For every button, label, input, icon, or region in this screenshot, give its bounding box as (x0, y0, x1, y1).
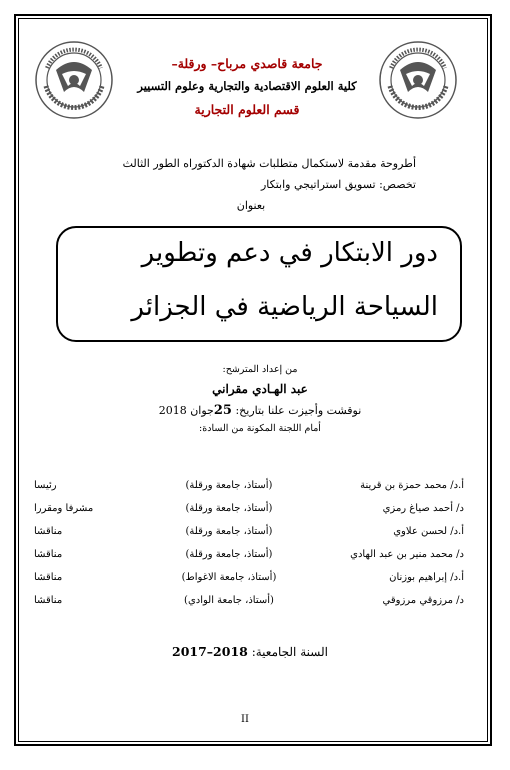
jury-member-name: أ.د/ محمد حمزة بن قرينة (360, 480, 464, 491)
thesis-description: أطروحة مقدمة لاستكمال متطلبات شهادة الدكتوراه الطور الثالث (122, 157, 416, 170)
jury-member-affiliation: (أستاذ، جامعة ورقلة) (185, 526, 273, 537)
university-name: جامعة قاصدي مرباح– ورقلة– (171, 56, 323, 71)
academic-year-value: 2017–2018 (172, 644, 248, 659)
jury-member-role: مشرفا ومقررا (34, 503, 94, 514)
defense-month-year: جوان 2018 (158, 404, 214, 417)
table-row (34, 543, 464, 566)
jury-member-affiliation: (أستاذ، جامعة الاغواط) (181, 572, 277, 583)
department-name: قسم العلوم التجارية (194, 102, 300, 117)
jury-member-name: أ.د/ إبراهيم بوزنان (389, 572, 464, 583)
jury-member-role: مناقشا (34, 595, 63, 606)
jury-table (34, 474, 464, 612)
jury-member-name: د/ محمد منير بن عبد الهادي (350, 549, 464, 560)
jury-member-name: د/ أحمد صياغ رمزي (382, 503, 464, 514)
candidate-name: عبد الهـادي مقراني (212, 382, 308, 396)
table-row (34, 520, 464, 543)
committee-label: أمام اللجنة المكونة من السادة: (199, 423, 321, 434)
academic-year (150, 644, 350, 659)
jury-member-affiliation: (أستاذ، جامعة ورقلة) (185, 503, 273, 514)
table-row (34, 497, 464, 520)
jury-member-affiliation: (أستاذ، جامعة ورقلة) (185, 549, 273, 560)
specialty: تخصص: تسويق استراتيجي وابتكار (260, 178, 416, 191)
thesis-title-line1: دور الابتكار في دعم وتطوير (141, 238, 438, 268)
university-header (120, 52, 374, 121)
defense-day: 25 (213, 403, 232, 418)
jury-member-name: د/ مرزوقي مرزوقي (382, 595, 464, 606)
university-seal-left (34, 40, 114, 120)
page-number: II (241, 714, 249, 725)
jury-member-affiliation: (أستاذ، جامعة الوادي) (184, 595, 274, 606)
faculty-name: كلية العلوم الاقتصادية والتجارية وعلوم التسيير (137, 79, 357, 93)
titled-label: بعنوان (236, 199, 266, 212)
candidate-block (110, 362, 410, 436)
university-seal-right (378, 40, 458, 120)
jury-member-role: مناقشا (34, 549, 63, 560)
table-row (34, 566, 464, 589)
thesis-intro (86, 153, 416, 216)
thesis-title-line2: السياحة الرياضية في الجزائر (131, 292, 438, 322)
jury-member-affiliation: (أستاذ، جامعة ورقلة) (185, 480, 273, 491)
jury-member-name: أ.د/ لحسن علاوي (393, 526, 464, 537)
jury-member-role: مناقشا (34, 572, 63, 583)
thesis-title-box (56, 226, 462, 342)
defense-prefix: نوقشت وأجيزت علنا بتاريخ: (235, 404, 362, 417)
jury-member-role: رئيسا (34, 480, 57, 491)
table-row (34, 589, 464, 612)
academic-year-label: السنة الجامعية: (251, 645, 328, 659)
defense-date (110, 400, 410, 422)
prepared-by-label: من إعداد المترشح: (222, 364, 298, 375)
jury-member-role: مناقشا (34, 526, 63, 537)
table-row (34, 474, 464, 497)
